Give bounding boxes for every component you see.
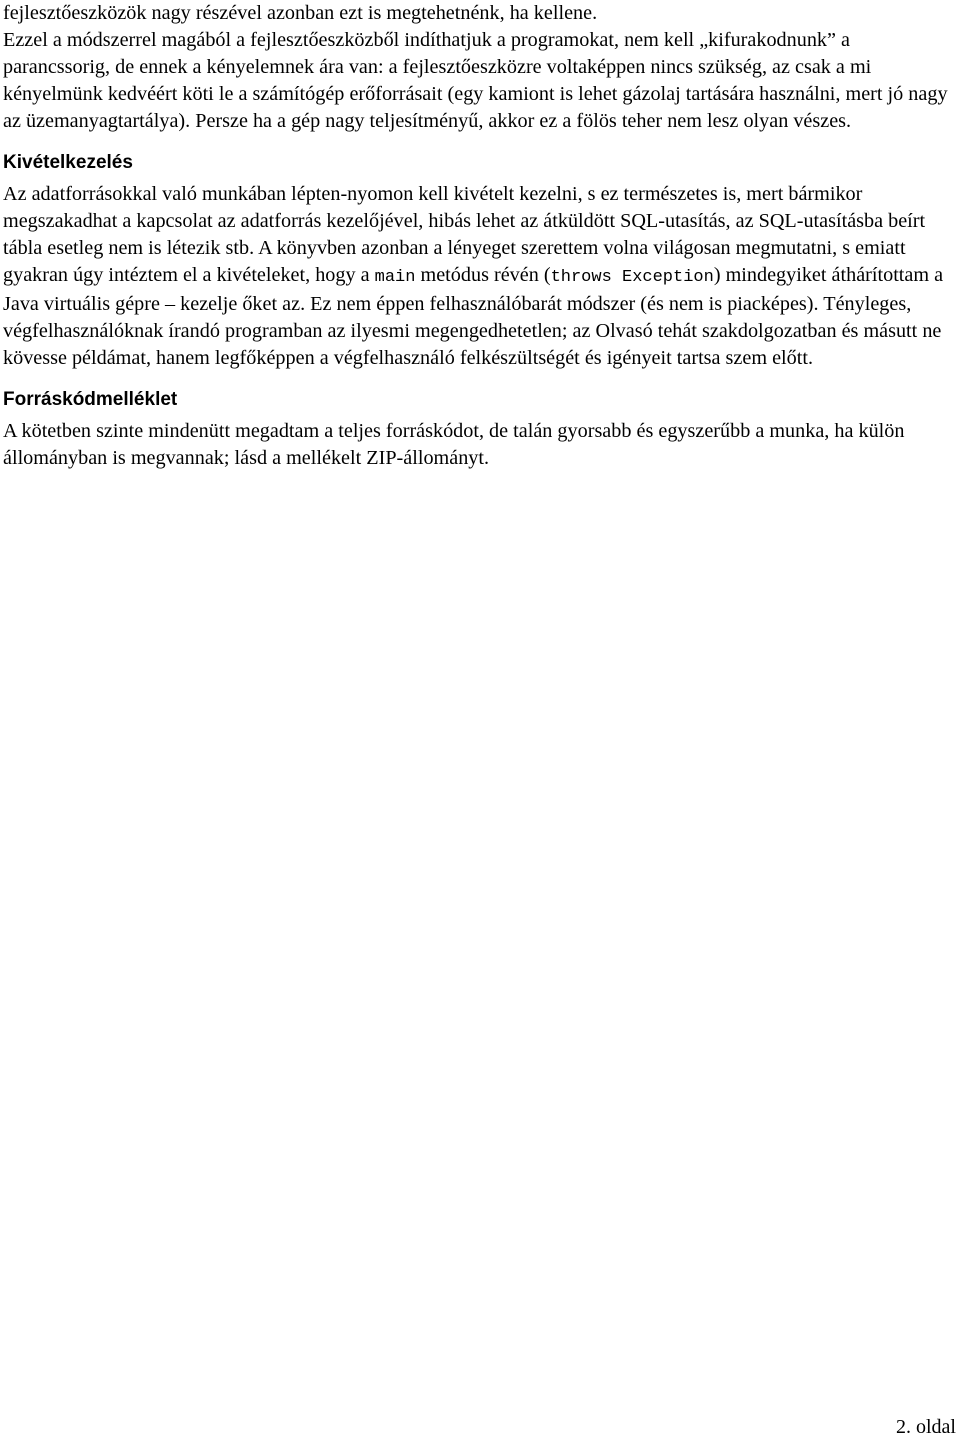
section-heading-exceptions: Kivételkezelés xyxy=(3,152,133,173)
exceptions-paragraph xyxy=(3,181,957,372)
document-page xyxy=(3,0,957,472)
section-heading-source: Forráskódmelléklet xyxy=(3,389,178,410)
intro-first-line: fejlesztőeszközök nagy részével azonban ezt is megtehetnénk, ha kellene. xyxy=(3,2,598,24)
source-paragraph: A kötetben szinte mindenütt megadtam a teljes forráskódot, de talán gyorsabb és egyszerűbb a munka, ha külön állományban is megvannak; lásd a mellékelt ZIP-állományt. xyxy=(3,420,905,469)
exceptions-text-2: metódus révén ( xyxy=(415,264,551,286)
page-number: 2. oldal xyxy=(896,1416,956,1438)
exceptions-text-1: Az adatforrásokkal való munkában lépten-nyomon kell kivételt kezelni, s ez természetes is, mert bármikor megszakadhat a kapcsolat az adatforrás kezelőjével, hibás lehet az átküldött SQL-utasítás, az SQL-utasításba beírt tábla esetleg nem is létezik stb. A könyvben azonban a lényeget szerettem volna világosan megmutatni, s emiatt gyakran úgy intéztem el a kivételeket, hogy a xyxy=(3,183,926,286)
code-throws-exception: throws Exception xyxy=(550,268,714,287)
intro-paragraph xyxy=(3,0,957,135)
exceptions-text-3: ) mindegyiket áthárítottam a Java virtuális gépre – kezelje őket az. Ez nem éppen felhasználóbarát módszer (és nem is piacképes). Tényleges, végfelhasználóknak írandó programban az ilyesmi megengedhetetlen; az Olvasó tehát szakdolgozatban és másutt ne kövesse példámat, hanem legfőképpen a végfelhasználó felkészültségét és igényeit tartsa szem előtt. xyxy=(3,264,944,369)
code-main: main xyxy=(374,268,416,287)
intro-text: Ezzel a módszerrel magából a fejlesztőeszközből indíthatjuk a programokat, nem kell „kifurakodnunk” a parancssorig, de ennek a kényelemnek ára van: a fejlesztőeszközre voltaképpen nincs szükség, az csak a mi kényelmünk kedvéért köti le a számítógép erőforrásait (egy kamiont is lehet gázolaj tartására használni, mert jó nagy az üzemanyagtartálya). Persze ha a gép nagy teljesítményű, akkor ez a fölös teher nem lesz olyan vészes. xyxy=(3,29,948,132)
